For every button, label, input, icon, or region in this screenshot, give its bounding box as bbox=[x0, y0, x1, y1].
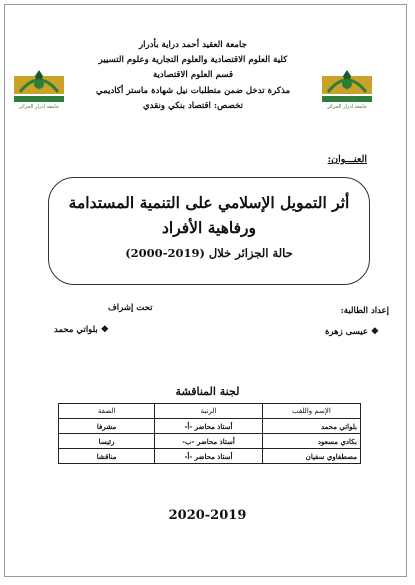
student-name-text: عيسى زهرة bbox=[324, 327, 368, 337]
member-name: مصطفاوي سفيان bbox=[262, 449, 360, 464]
title-label: العنـــوان: bbox=[327, 154, 367, 165]
supervisor-name bbox=[54, 325, 109, 335]
university-logo bbox=[10, 62, 68, 110]
university-name: جامعة العقيد أحمد دراية بأدرار bbox=[139, 40, 247, 50]
university-logo bbox=[318, 62, 376, 110]
member-rank: أستاذ محاضر -ب- bbox=[155, 434, 263, 449]
table-row bbox=[59, 419, 361, 434]
academic-year: 2020-2019 bbox=[168, 508, 247, 523]
committee-table bbox=[58, 403, 361, 464]
member-name: بكادي مسعود bbox=[262, 434, 360, 449]
logo-caption: جامعة أدرار الجزائر bbox=[19, 104, 59, 110]
table-row bbox=[59, 449, 361, 464]
bullet-icon: ❖ bbox=[370, 327, 379, 337]
member-rank: أستاذ محاضر -أ- bbox=[155, 419, 263, 434]
supervisor-label: تحت إشراف bbox=[108, 303, 153, 313]
prepared-by-label: إعداد الطالبة: bbox=[340, 306, 389, 316]
member-name: بلواتي محمد bbox=[262, 419, 360, 434]
member-rank: أستاذ محاضر -أ- bbox=[155, 449, 263, 464]
specialization: تخصص: اقتصاد بنكي ونقدي bbox=[142, 100, 244, 111]
table-header-cell: الرتبة bbox=[155, 404, 263, 419]
table-header-cell: الإسم واللقب bbox=[262, 404, 360, 419]
title-box bbox=[48, 177, 370, 285]
thesis-title: أثر التمويل الإسلامي على التنمية المستدامة ورفاهية الأفراد bbox=[68, 193, 350, 237]
member-role: مشرفا bbox=[59, 419, 155, 434]
faculty-name: كلية العلوم الاقتصادية والعلوم التجارية وعلوم التسيير bbox=[98, 55, 288, 66]
thesis-description: مذكرة تدخل ضمن متطلبات نيل شهادة ماستر أكاديمي bbox=[95, 85, 291, 96]
document-header bbox=[70, 38, 316, 114]
member-role: رئيسا bbox=[59, 434, 155, 449]
table-header-cell: الصفة bbox=[59, 404, 155, 419]
committee-title: لجنة المناقشة bbox=[175, 385, 240, 398]
student-name bbox=[325, 327, 379, 337]
department-name: قسم العلوم الاقتصادية bbox=[152, 70, 234, 81]
supervisor-name-text: بلواتي محمد bbox=[54, 325, 98, 335]
table-header-row bbox=[59, 404, 361, 419]
table-row bbox=[59, 434, 361, 449]
member-role: مناقشا bbox=[59, 449, 155, 464]
thesis-subtitle: حالة الجزائر خلال (2019-2000) bbox=[125, 246, 293, 260]
bullet-icon: ❖ bbox=[100, 325, 109, 335]
logo-caption: جامعة أدرار الجزائر bbox=[327, 104, 367, 110]
